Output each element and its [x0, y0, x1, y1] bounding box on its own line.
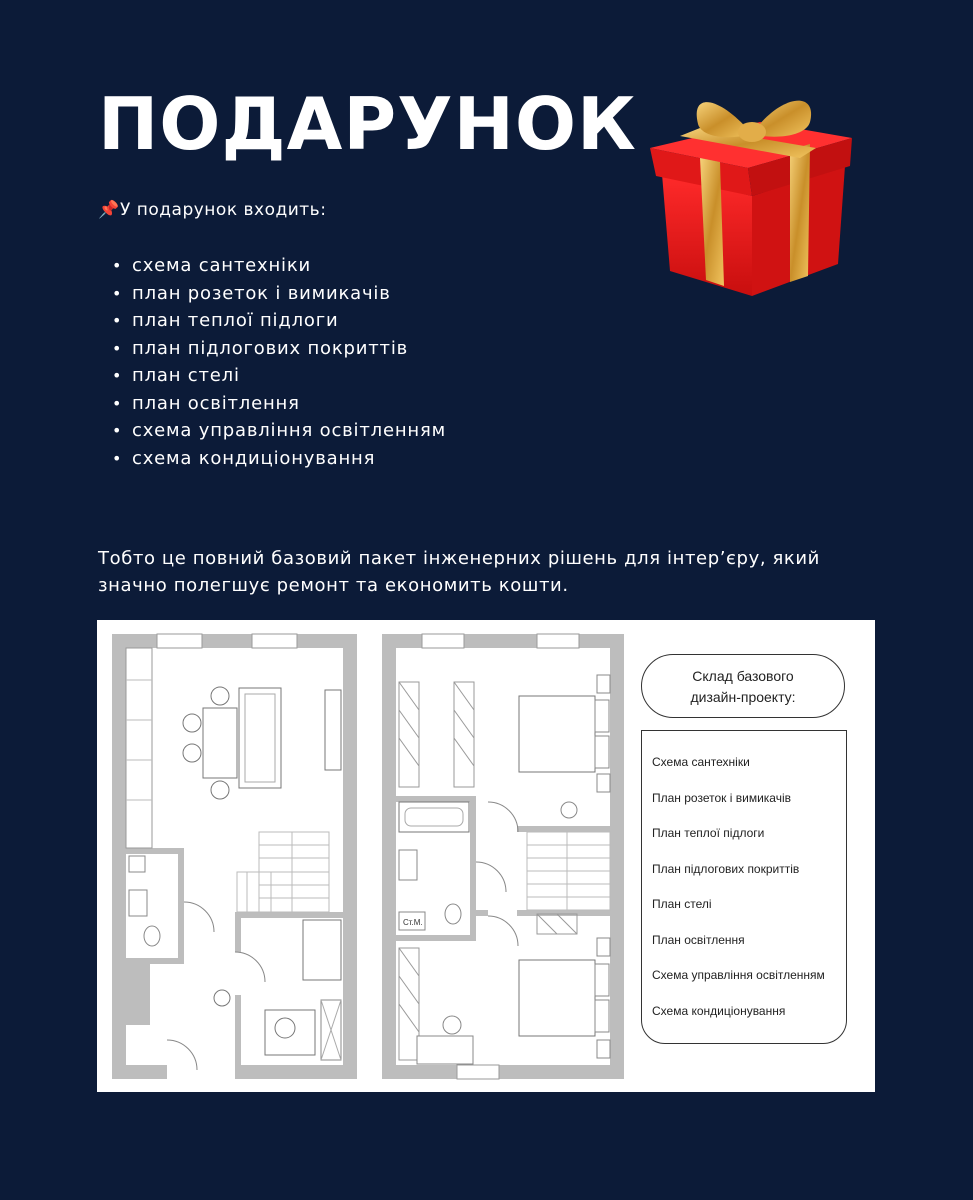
storage-label: Ст.М. — [403, 918, 423, 927]
gift-items-list — [112, 252, 446, 472]
list-item: • схема управління освітленням — [112, 417, 446, 445]
list-item: Схема кондиціонування — [652, 1004, 786, 1018]
floor-plan-image — [97, 620, 875, 1092]
list-item: Схема сантехніки — [652, 755, 750, 769]
bullet-icon: • — [112, 338, 123, 358]
gift-icon — [640, 86, 860, 301]
bullet-icon: • — [112, 448, 123, 468]
page-title: ПОДАРУНОК — [98, 82, 637, 166]
pushpin-icon: 📌 — [98, 200, 120, 220]
intro-text: У подарунок входить: — [120, 200, 327, 220]
bullet-icon: • — [112, 393, 123, 413]
gift-intro — [98, 198, 326, 222]
bullet-icon: • — [112, 283, 123, 303]
summary-text: Тобто це повний базовий пакет інженерних рішень для інтер’єру, який значно полегшує ремонт та економить кошти. — [98, 548, 820, 596]
list-item: • схема сантехніки — [112, 252, 446, 280]
list-item: • план розеток і вимикачів — [112, 280, 446, 308]
list-item: План підлогових покриттів — [652, 862, 800, 876]
list-item: Схема управління освітленням — [652, 968, 825, 982]
list-item: • план теплої підлоги — [112, 307, 446, 335]
list-item: • план стелі — [112, 362, 446, 390]
list-item: • схема кондиціонування — [112, 445, 446, 473]
list-item: План стелі — [652, 897, 712, 911]
composition-title: Склад базового дизайн-проекту: — [641, 654, 845, 718]
list-item: План розеток і вимикачів — [652, 791, 791, 805]
list-item: План теплої підлоги — [652, 826, 765, 840]
list-item: • план освітлення — [112, 390, 446, 418]
bullet-icon: • — [112, 366, 123, 385]
bullet-icon: • — [112, 256, 123, 275]
composition-list — [641, 730, 847, 1044]
bullet-icon: • — [112, 311, 123, 330]
list-item: • план підлогових покриттів — [112, 335, 446, 363]
bullet-icon: • — [112, 421, 123, 440]
list-item: План освітлення — [652, 933, 745, 947]
